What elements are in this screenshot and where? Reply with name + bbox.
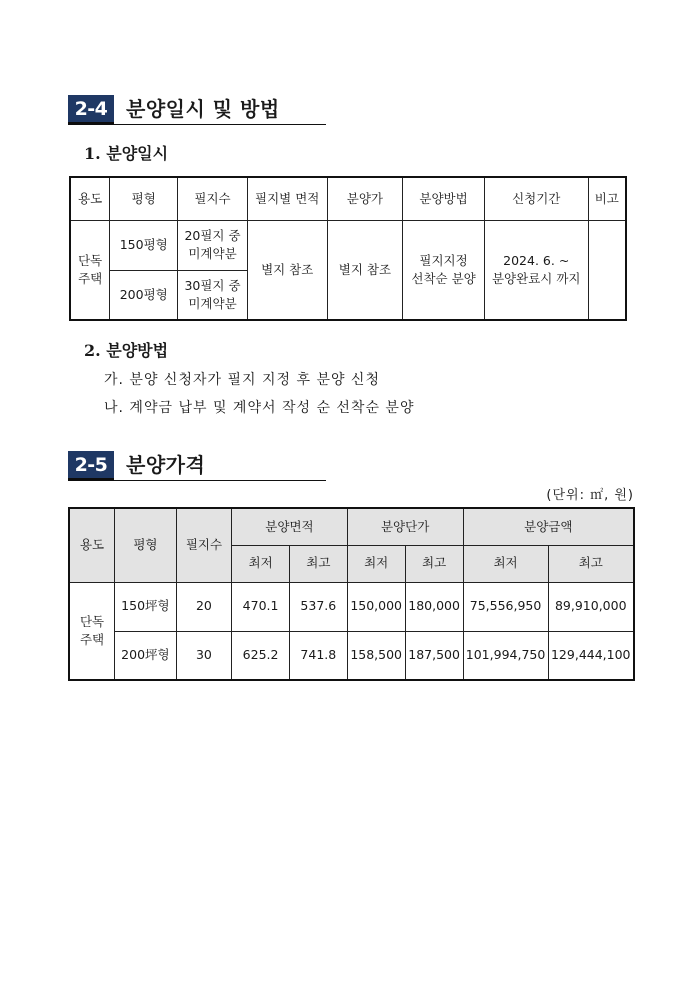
header-cell: 분양가 <box>327 177 403 220</box>
amount-min-cell: 101,994,750 <box>463 631 548 680</box>
header-group-area: 분양면적 <box>232 508 348 545</box>
section-title: 분양가격 <box>114 447 326 481</box>
table-row <box>69 582 634 631</box>
price-table <box>68 507 635 681</box>
size-cell: 150坪형 <box>115 582 177 631</box>
subheading-schedule: 1. 분양일시 <box>84 144 169 163</box>
header-cell: 최고 <box>548 545 634 582</box>
header-cell: 평형 <box>115 508 177 582</box>
header-cell: 분양방법 <box>403 177 485 220</box>
size-cell: 200坪형 <box>115 631 177 680</box>
note-cell <box>588 220 626 320</box>
unit-max-cell: 187,500 <box>405 631 463 680</box>
amount-min-cell: 75,556,950 <box>463 582 548 631</box>
section-2-5-header <box>68 447 326 481</box>
use-cell <box>69 582 115 680</box>
method-line: 필지지정 <box>419 252 468 268</box>
use-line: 주택 <box>79 631 105 647</box>
amount-max-cell: 89,910,000 <box>548 582 634 631</box>
lots-line: 미계약분 <box>188 246 237 261</box>
method-line-1: 가. 분양 신청자가 필지 지정 후 분양 신청 <box>104 372 380 388</box>
method-line: 선착순 분양 <box>411 270 476 286</box>
size-cell: 150평형 <box>110 220 178 270</box>
header-cell: 용도 <box>69 508 115 582</box>
price-header-row <box>69 508 634 545</box>
table-row <box>69 631 634 680</box>
header-cell: 최고 <box>405 545 463 582</box>
period-line: 분양완료시 까지 <box>491 270 581 286</box>
header-cell: 최저 <box>347 545 405 582</box>
unit-label: (단위: ㎡, 원) <box>546 488 634 503</box>
lots-cell <box>178 220 248 270</box>
lots-cell: 20 <box>176 582 232 631</box>
use-line: 단독 <box>78 252 103 268</box>
period-line: 2024. 6. ~ <box>503 252 570 268</box>
use-line: 주택 <box>78 270 103 286</box>
amount-max-cell: 129,444,100 <box>548 631 634 680</box>
area-max-cell: 537.6 <box>289 582 347 631</box>
area-cell: 별지 참조 <box>247 220 327 320</box>
method-cell <box>403 220 485 320</box>
schedule-header-row <box>70 177 626 220</box>
header-cell: 평형 <box>110 177 178 220</box>
section-title: 분양일시 및 방법 <box>114 91 326 125</box>
header-cell: 신청기간 <box>484 177 588 220</box>
table-row <box>70 220 626 270</box>
section-2-4-header <box>68 91 326 125</box>
header-cell: 필지수 <box>178 177 248 220</box>
subheading-method: 2. 분양방법 <box>84 341 169 360</box>
unit-max-cell: 180,000 <box>405 582 463 631</box>
section-number: 2-4 <box>68 95 114 125</box>
header-cell: 최고 <box>289 545 347 582</box>
lots-line: 30필지 중 <box>184 277 241 293</box>
header-cell: 최저 <box>463 545 548 582</box>
use-cell <box>70 220 110 320</box>
lots-line: 미계약분 <box>188 295 237 311</box>
unit-min-cell: 150,000 <box>347 582 405 631</box>
header-cell: 필지별 면적 <box>247 177 327 220</box>
size-cell: 200평형 <box>110 270 178 320</box>
area-min-cell: 470.1 <box>232 582 290 631</box>
unit-min-cell: 158,500 <box>347 631 405 680</box>
header-cell: 최저 <box>232 545 290 582</box>
lots-cell: 30 <box>176 631 232 680</box>
header-group-amount: 분양금액 <box>463 508 634 545</box>
header-cell: 비고 <box>588 177 626 220</box>
header-cell: 용도 <box>70 177 110 220</box>
use-line: 단독 <box>79 613 105 629</box>
method-line-2: 나. 계약금 납부 및 계약서 작성 순 선착순 분양 <box>104 400 415 416</box>
lots-cell <box>178 270 248 320</box>
price-cell: 별지 참조 <box>327 220 403 320</box>
area-min-cell: 625.2 <box>232 631 290 680</box>
period-cell <box>484 220 588 320</box>
section-number: 2-5 <box>68 451 114 481</box>
header-cell: 필지수 <box>176 508 232 582</box>
area-max-cell: 741.8 <box>289 631 347 680</box>
header-group-unit: 분양단가 <box>347 508 463 545</box>
schedule-table <box>69 176 627 321</box>
lots-line: 20필지 중 <box>184 227 241 243</box>
